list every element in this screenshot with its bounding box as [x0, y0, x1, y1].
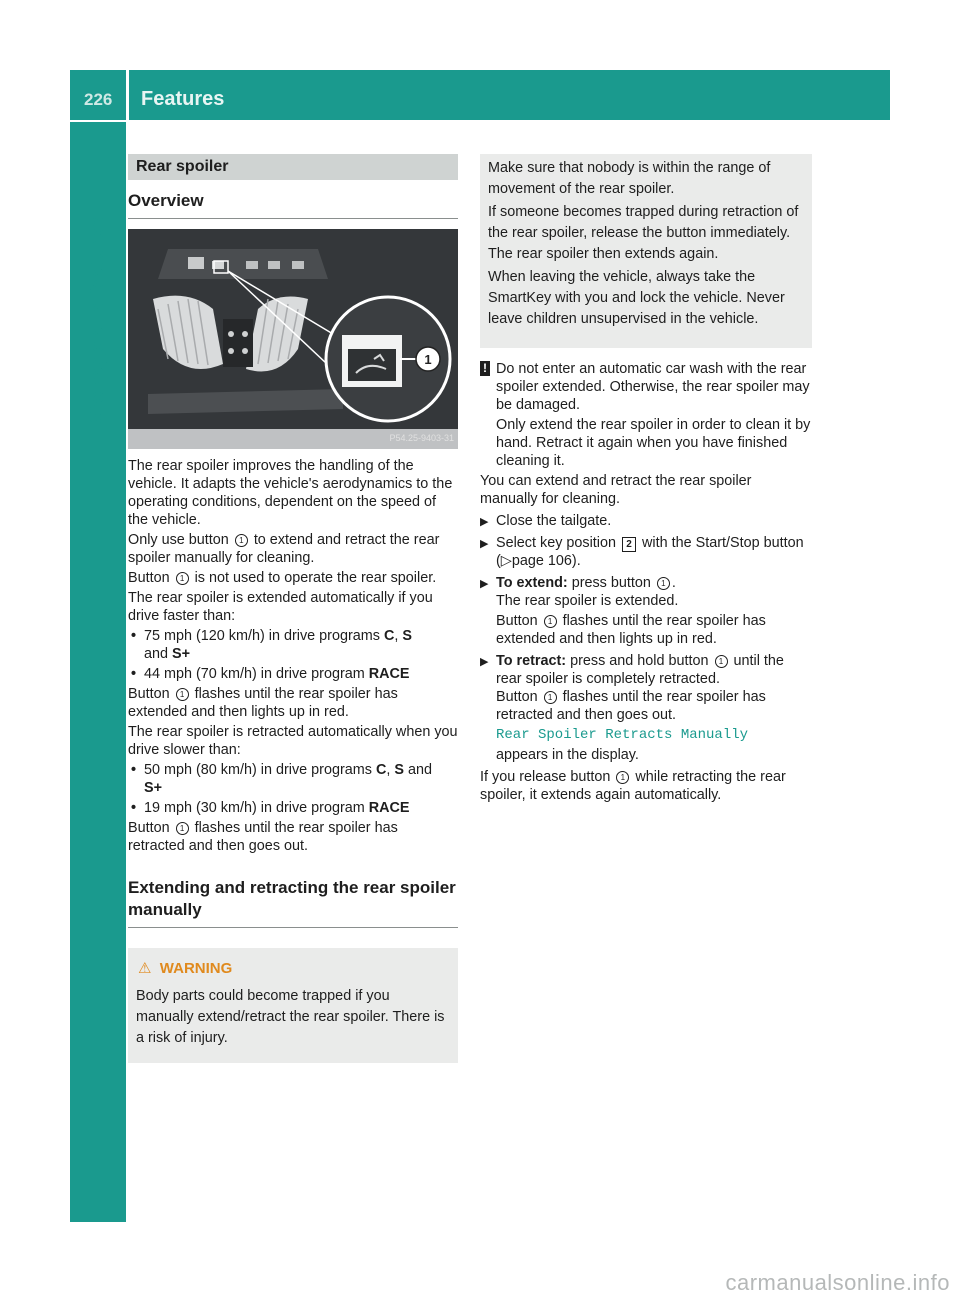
- paragraph: The rear spoiler improves the handling of the vehicle. It adapts the vehicle's aerodynamics to the operating conditions, dependent on the speed of the vehicle.: [128, 458, 453, 528]
- overhead-console-illustration: [128, 229, 458, 449]
- paragraph: You can extend and retract the rear spoiler manually for cleaning.: [480, 473, 752, 507]
- paragraph: When leaving the vehicle, always take the SmartKey with you and lock the vehicle. Never leave children unsupervised in the vehicle.: [488, 269, 785, 327]
- button-1-symbol: 1: [715, 655, 728, 668]
- paragraph: The rear spoiler is retracted automatically when you drive slower than:: [128, 724, 458, 758]
- button-1-symbol: 1: [235, 534, 248, 547]
- step: ▶ Close the tailgate.: [480, 512, 812, 530]
- chapter-header: [129, 70, 890, 120]
- paragraph: If you release button 1 while retracting the rear spoiler, it extends again automatically.: [480, 769, 786, 803]
- button-1-symbol: 1: [176, 688, 189, 701]
- overview-heading: Overview: [128, 190, 458, 219]
- list-item: • 44 mph (70 km/h) in drive program RACE: [128, 665, 458, 683]
- right-column: [480, 154, 812, 806]
- note: ! Do not enter an automatic car wash with the rear spoiler extended. Otherwise, the rear spoiler may be damaged. Only extend the rear spoiler in order to clean it by hand. Retract it again when you have finished cleaning it.: [480, 360, 812, 470]
- page-number: 226: [84, 90, 113, 109]
- side-tab-label: Stowage and features: [86, 216, 109, 424]
- button-1-symbol: 1: [616, 771, 629, 784]
- list-item: • 50 mph (80 km/h) in drive programs C, S and S+: [128, 761, 458, 797]
- exclamation-icon: !: [480, 361, 490, 376]
- step: ▶ To extend: press button 1 . The rear spoiler is extended. Button 1 flashes until the rear spoiler has extended and then lights up in red.: [480, 574, 812, 648]
- page-number-box: [70, 70, 126, 120]
- list-item: • 75 mph (120 km/h) in drive programs C, S and S+: [128, 627, 458, 663]
- display-message: Rear Spoiler Retracts Manually: [496, 727, 749, 743]
- list-item: • 19 mph (30 km/h) in drive program RACE: [128, 799, 458, 817]
- button-1-symbol: 1: [176, 822, 189, 835]
- figure-code: P54.25-9403-31: [389, 433, 454, 443]
- page-reference-arrow-icon: ▷: [500, 553, 512, 569]
- paragraph: Only use button 1 to extend and retract the rear spoiler manually for cleaning.: [128, 532, 440, 566]
- warning-box: [128, 948, 458, 1063]
- button-1-symbol: 1: [176, 572, 189, 585]
- paragraph: Make sure that nobody is within the range of movement of the rear spoiler.: [488, 160, 771, 197]
- button-1-symbol: 1: [544, 615, 557, 628]
- button-1-symbol: 1: [544, 691, 557, 704]
- left-column: [128, 154, 458, 1063]
- figure-callout: 1: [424, 352, 432, 367]
- warning-continuation-box: [480, 154, 812, 348]
- warning-title: ⚠ WARNING: [138, 960, 233, 977]
- paragraph: The rear spoiler is extended automatically if you drive faster than:: [128, 590, 433, 624]
- rear-spoiler-figure: [128, 229, 458, 449]
- watermark: carmanualsonline.info: [725, 1270, 950, 1295]
- warning-text: Body parts could become trapped if you manually extend/retract the rear spoiler. There is a risk of injury.: [136, 988, 445, 1046]
- key-position-2-symbol: 2: [622, 537, 636, 552]
- step: ▶ To retract: press and hold button 1 until the rear spoiler is completely retracted. Button 1 flashes until the rear spoiler has retracted and then goes out. Rear Spoiler Retracts Manually appears in the display.: [480, 652, 812, 764]
- paragraph: Button 1 flashes until the rear spoiler has retracted and then goes out.: [128, 820, 398, 854]
- button-1-symbol: 1: [657, 577, 670, 590]
- paragraph: Button 1 flashes until the rear spoiler has extended and then lights up in red.: [128, 686, 398, 720]
- paragraph: Button 1 is not used to operate the rear spoiler.: [128, 570, 437, 586]
- section-title: Rear spoiler: [128, 154, 458, 180]
- warning-triangle-icon: ⚠: [138, 960, 152, 977]
- manual-operation-heading: Extending and retracting the rear spoiler manually: [128, 877, 458, 928]
- paragraph: If someone becomes trapped during retraction of the rear spoiler, release the button immediately. The rear spoiler then extends again.: [488, 204, 799, 262]
- chapter-title: Features: [141, 88, 225, 110]
- step: ▶ Select key position 2 with the Start/Stop button (▷page 106).: [480, 534, 812, 570]
